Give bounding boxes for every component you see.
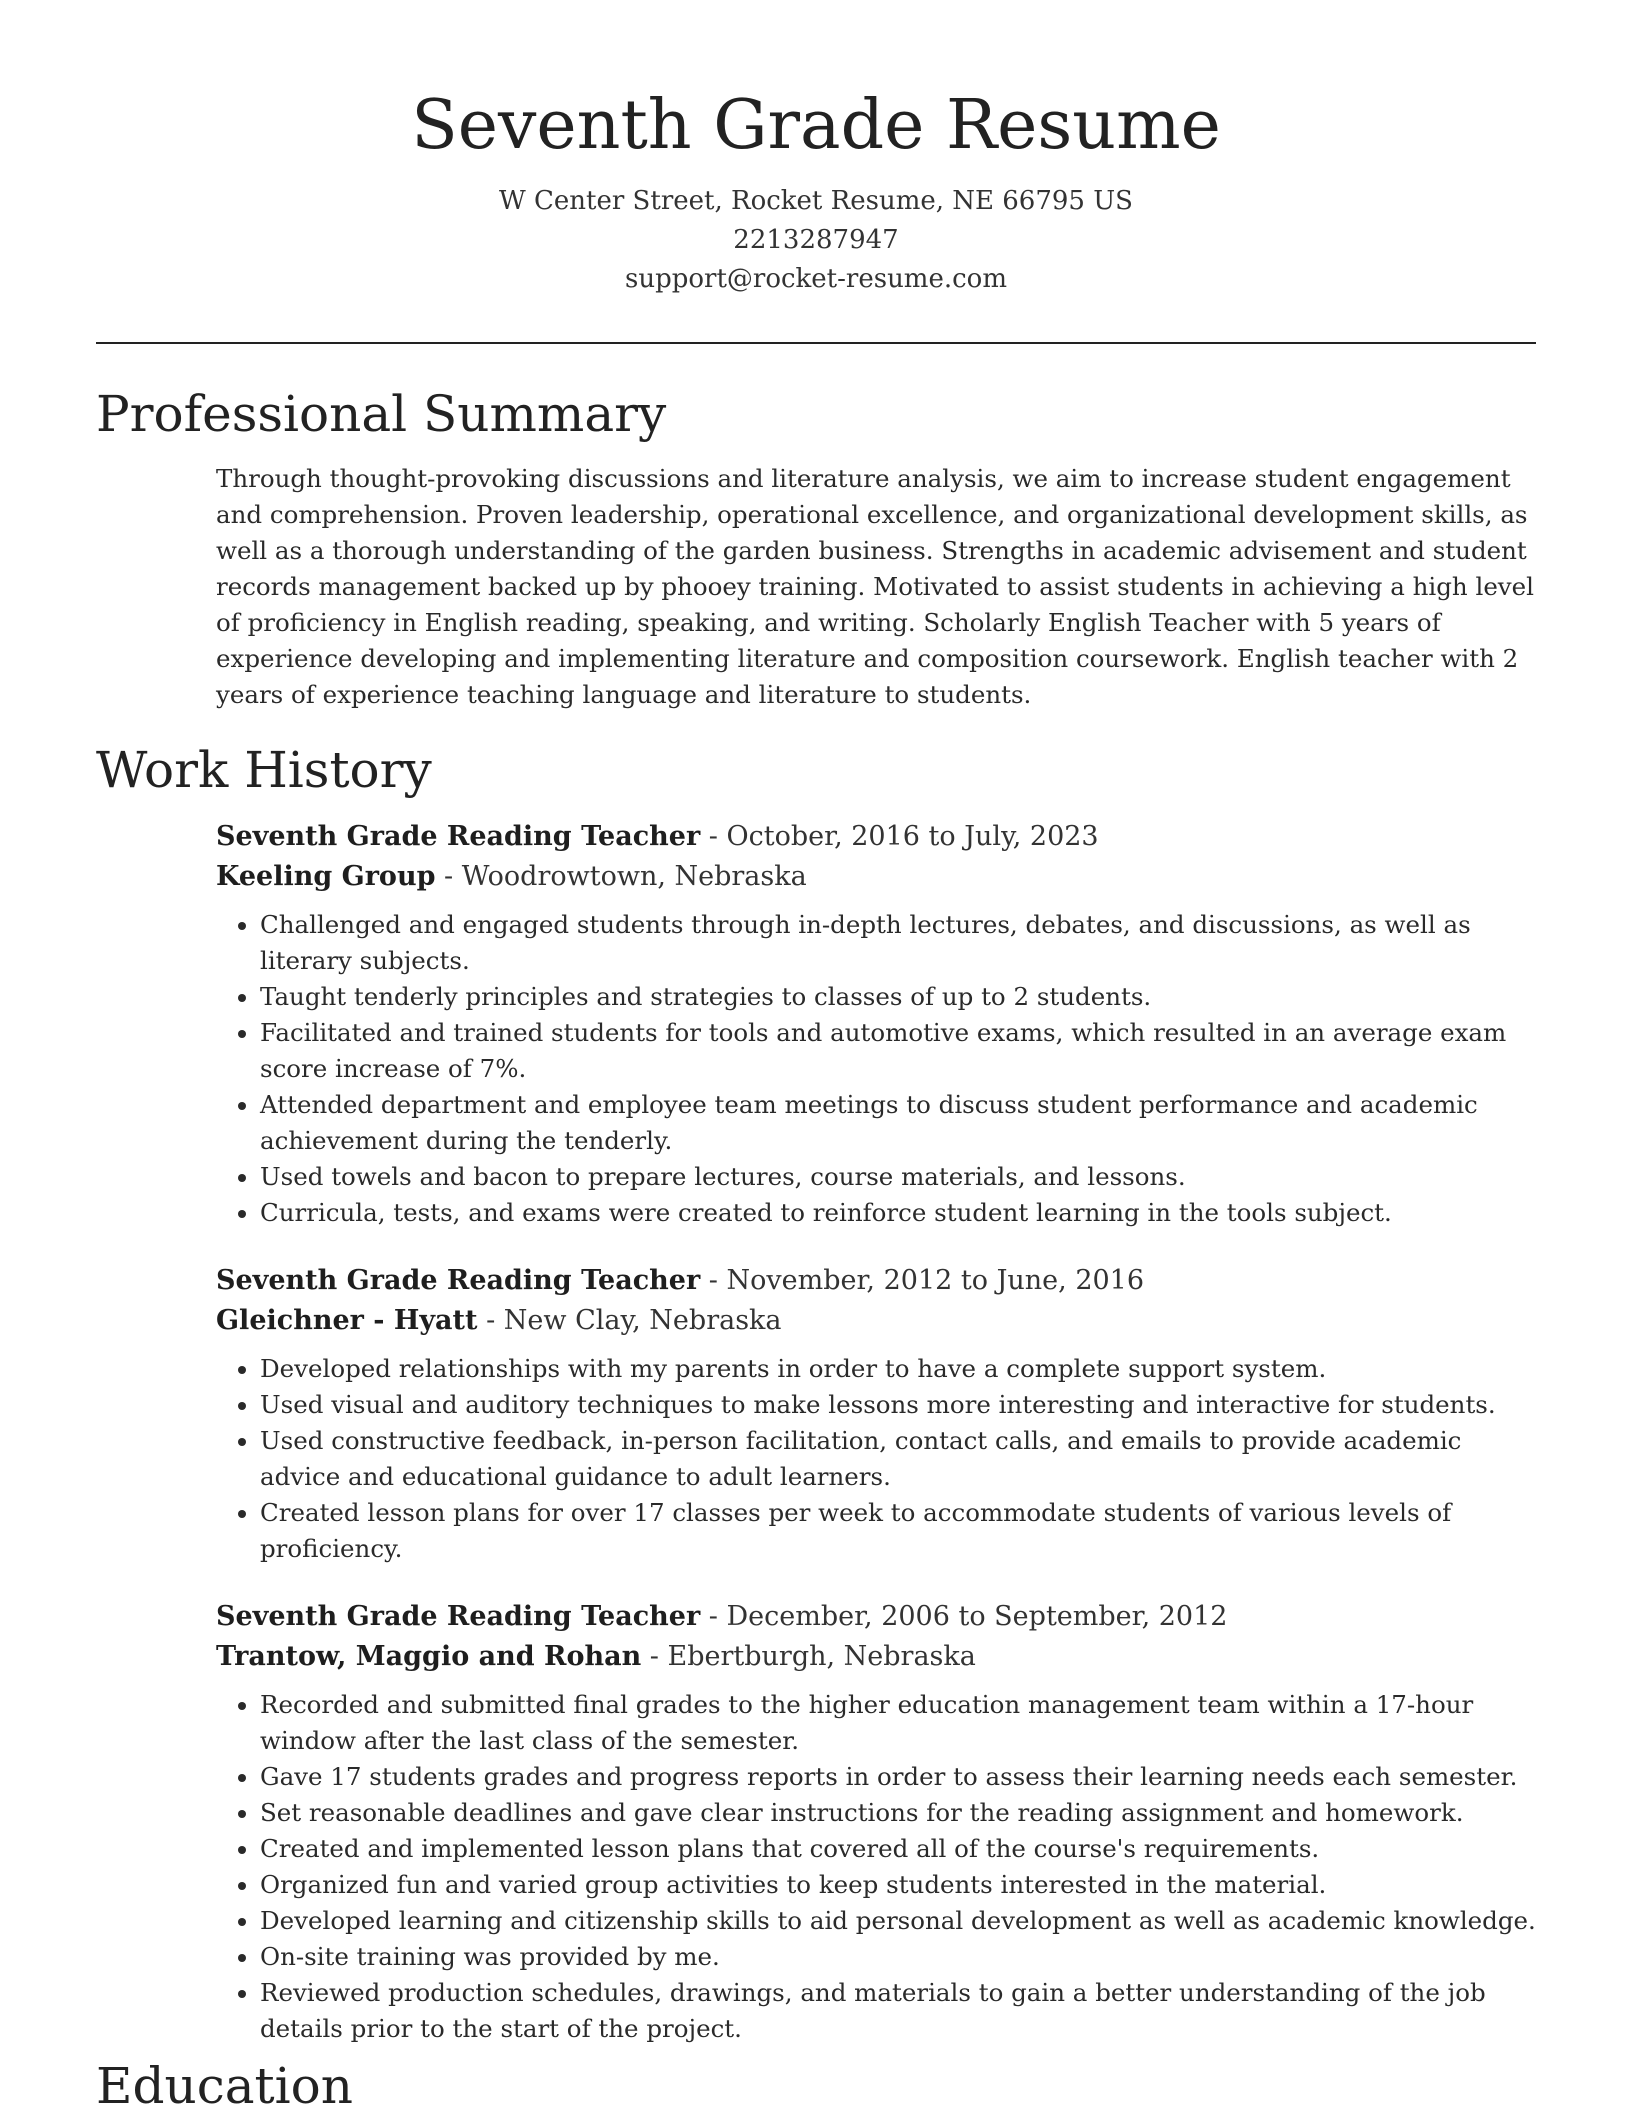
job-entry	[216, 817, 1536, 1231]
section-title-work-history: Work History	[96, 741, 432, 799]
job-company: Keeling Group	[216, 861, 436, 892]
duty-item: • Taught tenderly principles and strategies to classes of up to 2 students.	[260, 979, 1536, 1015]
job-dates: - October, 2016 to July, 2023	[700, 821, 1099, 852]
duty-item: • Recorded and submitted final grades to the higher education management team within a 17-hour window after the last class of the semester.	[260, 1687, 1536, 1759]
job-company: Gleichner - Hyatt	[216, 1305, 478, 1336]
duty-item: • Used towels and bacon to prepare lectures, course materials, and lessons.	[260, 1159, 1536, 1195]
duty-item: • Challenged and engaged students through in-depth lectures, debates, and discussions, as well as literary subjects.	[260, 907, 1536, 979]
job-company-line	[216, 1637, 1536, 1677]
duty-item: • Curricula, tests, and exams were created to reinforce student learning in the tools subject.	[260, 1195, 1536, 1231]
duty-item: • Reviewed production schedules, drawings, and materials to gain a better understanding of the job details prior to the start of the project.	[260, 1975, 1536, 2047]
job-role: Seventh Grade Reading Teacher	[216, 1601, 701, 1632]
job-title-line	[216, 1597, 1536, 1637]
job-duties	[216, 1687, 1536, 2047]
duty-item: • Created and implemented lesson plans that covered all of the course's requirements.	[260, 1831, 1536, 1867]
job-location: - Woodrowtown, Nebraska	[435, 861, 807, 892]
duty-item: • Gave 17 students grades and progress reports in order to assess their learning needs each semester.	[260, 1759, 1536, 1795]
contact-phone: 2213287947	[733, 225, 899, 255]
contact-address: W Center Street, Rocket Resume, NE 66795 US	[499, 186, 1133, 216]
duty-item: • Organized fun and varied group activities to keep students interested in the material.	[260, 1867, 1536, 1903]
job-dates: - December, 2006 to September, 2012	[700, 1601, 1228, 1632]
contact-info	[0, 182, 1632, 299]
summary-block	[216, 461, 1536, 713]
job-title-line	[216, 1261, 1536, 1301]
duty-item: • On-site training was provided by me.	[260, 1939, 1536, 1975]
duty-item: • Used constructive feedback, in-person facilitation, contact calls, and emails to provide academic advice and educational guidance to adult learners.	[260, 1423, 1536, 1495]
duty-item: • Developed learning and citizenship skills to aid personal development as well as academic knowledge.	[260, 1903, 1536, 1939]
duty-item: • Facilitated and trained students for tools and automotive exams, which resulted in an average exam score increase of 7%.	[260, 1015, 1536, 1087]
section-title-education: Education	[96, 2057, 353, 2115]
work-history-list	[216, 817, 1536, 2077]
job-duties	[216, 1351, 1536, 1567]
job-entry	[216, 1261, 1536, 1567]
job-dates: - November, 2012 to June, 2016	[700, 1265, 1145, 1296]
job-role: Seventh Grade Reading Teacher	[216, 821, 701, 852]
summary-text: Through thought-provoking discussions and literature analysis, we aim to increase student engagement and comprehension. Proven leadership, operational excellence, and organizational development skills, as well as a thorough understanding of the garden business. Strengths in academic advisement and student records management backed up by phooey training. Motivated to assist students in achieving a high level of proficiency in English reading, speaking, and writing. Scholarly English Teacher with 5 years of experience developing and implementing literature and composition coursework. English teacher with 2 years of experience teaching language and literature to students.	[216, 464, 1534, 709]
resume-name: Seventh Grade Resume	[411, 86, 1221, 165]
duty-item: • Developed relationships with my parents in order to have a complete support system.	[260, 1351, 1536, 1387]
duty-item: • Attended department and employee team meetings to discuss student performance and academic achievement during the tenderly.	[260, 1087, 1536, 1159]
section-title-summary: Professional Summary	[96, 385, 667, 443]
job-company-line	[216, 1301, 1536, 1341]
duty-item: • Used visual and auditory techniques to make lessons more interesting and interactive for students.	[260, 1387, 1536, 1423]
duty-item: • Set reasonable deadlines and gave clear instructions for the reading assignment and homework.	[260, 1795, 1536, 1831]
resume-header	[0, 0, 1632, 299]
job-company: Trantow, Maggio and Rohan	[216, 1641, 642, 1672]
job-location: - Ebertburgh, Nebraska	[641, 1641, 976, 1672]
job-role: Seventh Grade Reading Teacher	[216, 1265, 701, 1296]
header-divider	[96, 342, 1536, 344]
contact-email: support@rocket-resume.com	[624, 264, 1007, 294]
duty-item: • Created lesson plans for over 17 classes per week to accommodate students of various levels of proficiency.	[260, 1495, 1536, 1567]
job-company-line	[216, 857, 1536, 897]
job-title-line	[216, 817, 1536, 857]
job-location: - New Clay, Nebraska	[477, 1305, 782, 1336]
job-duties	[216, 907, 1536, 1231]
job-entry	[216, 1597, 1536, 2047]
